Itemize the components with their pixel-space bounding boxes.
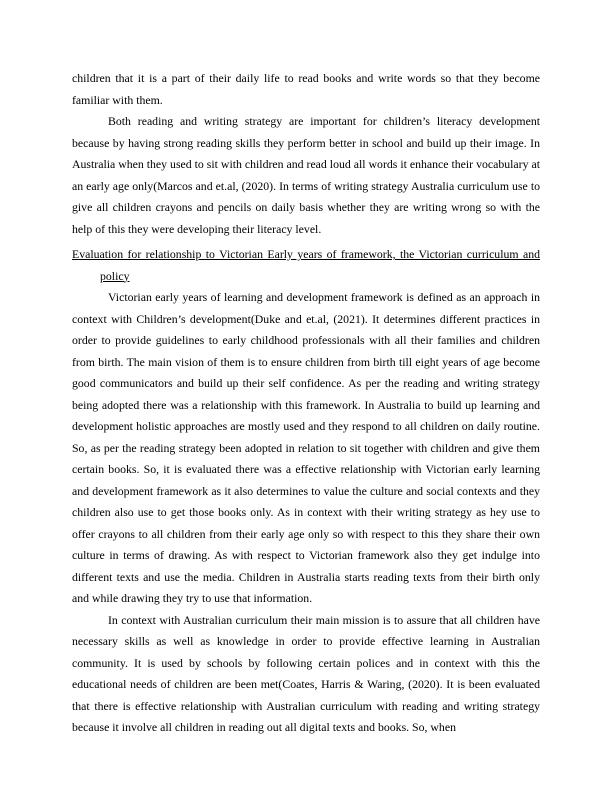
- document-page: [72, 68, 540, 739]
- paragraph-victorian-framework: Victorian early years of learning and development framework is defined as an approach in context with Children’s development(Duke and et.al, (2021). It determines different practices in order to provide guidelines to early childhood professionals with all their families and children from birth. The main vision of them is to ensure children from birth till eight years of age become good communicators and build up their self confidence. As per the reading and writing strategy being adopted there was a relationship with this framework. In Australia to build up learning and development holistic approaches are mostly used and they respond to all children on daily routine. So, as per the reading strategy been adopted in relation to sit together with children and give them certain books. So, it is evaluated there was a effective relationship with Victorian early learning and development framework as it also determines to value the culture and social contexts and they children also use to get those books only. As in context with their writing strategy as hey use to offer crayons to all children from their early age only so with respect to this they share their own culture in terms of drawing. As with respect to Victorian framework also they get indulge into different texts and use the media. Children in Australia starts reading texts from their birth only and while drawing they try to use that information.: [72, 290, 540, 605]
- paragraph-continuation: children that it is a part of their daily life to read books and write words so that they become familiar with them.: [72, 71, 540, 107]
- paragraph-reading-writing-strategy: Both reading and writing strategy are important for children’s literacy development because by having strong reading skills they perform better in school and build up their image. In Australia when they used to sit with children and read loud all words it enhance their vocabulary at an early age only(Marcos and et.al, (2020). In terms of writing strategy Australia curriculum use to give all children crayons and pencils on daily basis whether they are writing wrong so with the help of this they were developing their literacy level.: [72, 114, 540, 236]
- section-heading: Evaluation for relationship to Victorian Early years of framework, the Victorian curriculum and policy: [72, 247, 540, 283]
- paragraph-australian-curriculum: In context with Australian curriculum their main mission is to assure that all children have necessary skills as well as knowledge in order to provide effective learning in Australian community. It is used by schools by following certain polices and in context with this the educational needs of children are been met(Coates, Harris & Waring, (2020). It is been evaluated that there is effective relationship with Australian curriculum with reading and writing strategy because it involve all children in reading out all digital texts and books. So, when: [72, 612, 540, 734]
